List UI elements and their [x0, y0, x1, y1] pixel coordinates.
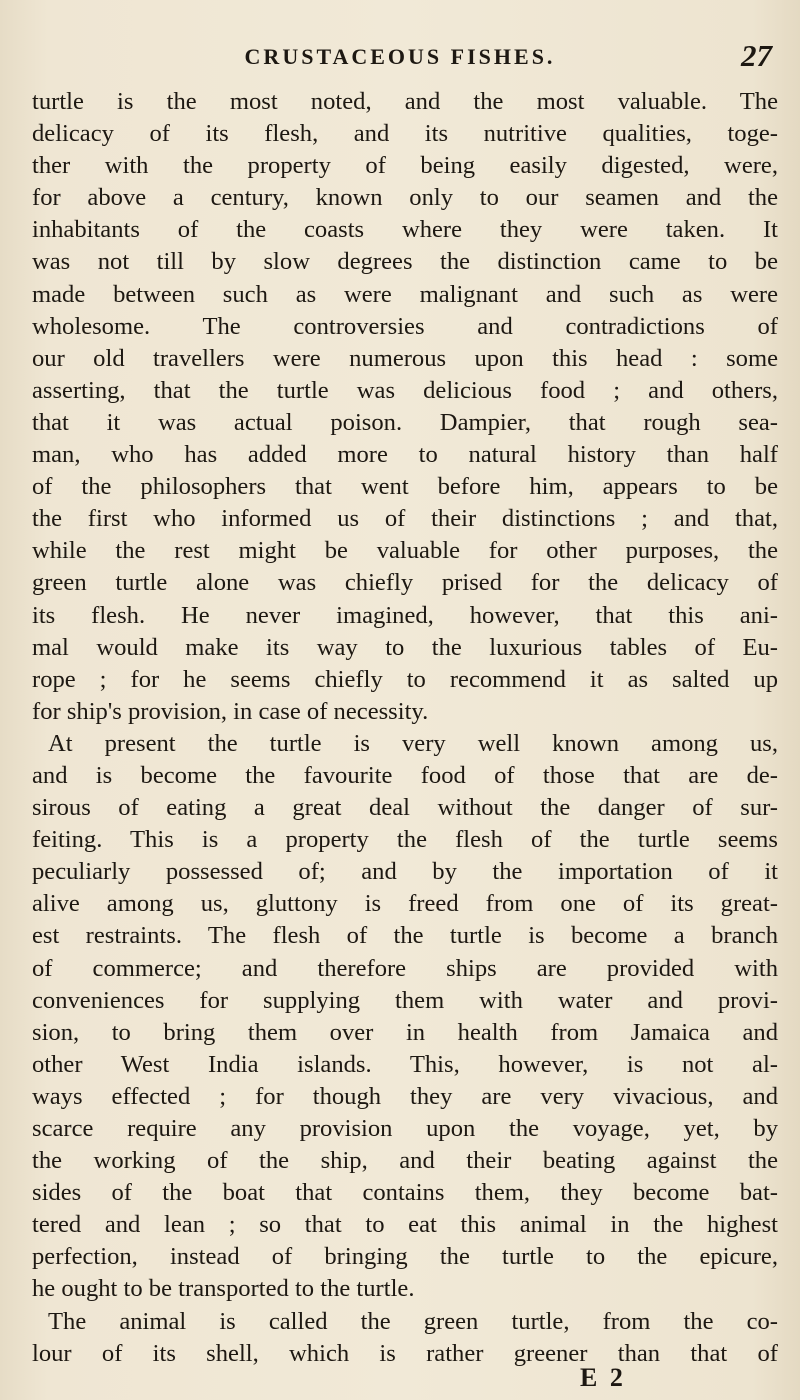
text-line: conveniences for supplying them with water and provi-	[32, 986, 778, 1014]
text-line: turtle is the most noted, and the most valuable. The	[32, 88, 778, 115]
text-line: our old travellers were numerous upon this head : some	[32, 344, 778, 372]
text-line: rope ; for he seems chiefly to recommend it as salted up	[32, 665, 778, 693]
text-line: The animal is called the green turtle, from the co-	[48, 1307, 778, 1335]
text-line: the working of the ship, and their beating against the	[32, 1147, 778, 1175]
text-line: delicacy of its flesh, and its nutritive qualities, toge-	[32, 120, 778, 148]
text-line: ways effected ; for though they are very vivacious, and	[32, 1082, 778, 1110]
text-line: for above a century, known only to our seamen and the	[32, 184, 778, 212]
text-line: tered and lean ; so that to eat this animal in the highest	[32, 1211, 778, 1239]
text-line: he ought to be transported to the turtle.	[32, 1275, 415, 1303]
text-line: lour of its shell, which is rather greener than that of	[32, 1339, 778, 1367]
text-line: and is become the favourite food of those that are de-	[32, 761, 778, 789]
text-line: sides of the boat that contains them, they become bat-	[32, 1179, 778, 1207]
text-line: mal would make its way to the luxurious tables of Eu-	[32, 633, 778, 661]
text-line: the first who informed us of their distinctions ; and that,	[32, 505, 778, 533]
running-head: CRUSTACEOUS FISHES.	[244, 44, 556, 69]
text-line: made between such as were malignant and such as were	[32, 280, 778, 308]
text-line: of the philosophers that went before him, appears to be	[32, 473, 778, 501]
text-line: inhabitants of the coasts where they were taken. It	[32, 216, 778, 244]
text-line: est restraints. The flesh of the turtle is become a branch	[32, 922, 778, 950]
text-line: sirous of eating a great deal without the danger of sur-	[32, 794, 778, 822]
page-header	[0, 38, 800, 78]
text-line: peculiarly possessed of; and by the importation of it	[32, 858, 778, 886]
page-number: 27	[741, 38, 772, 73]
text-line: wholesome. The controversies and contradictions of	[32, 312, 778, 340]
text-line: green turtle alone was chiefly prised for the delicacy of	[32, 569, 778, 597]
signature-mark: E 2	[580, 1363, 626, 1392]
text-line: asserting, that the turtle was delicious food ; and others,	[32, 376, 778, 404]
text-line: At present the turtle is very well known among us,	[48, 729, 778, 757]
text-line: feiting. This is a property the flesh of the turtle seems	[32, 826, 778, 854]
text-line: perfection, instead of bringing the turtle to the epicure,	[32, 1243, 778, 1271]
text-line: other West India islands. This, however, is not al-	[32, 1050, 778, 1078]
text-line: was not till by slow degrees the distinction came to be	[32, 248, 778, 276]
text-line: while the rest might be valuable for other purposes, the	[32, 537, 778, 565]
text-line: that it was actual poison. Dampier, that rough sea-	[32, 408, 778, 436]
text-line: alive among us, gluttony is freed from one of its great-	[32, 890, 778, 918]
text-line: sion, to bring them over in health from Jamaica and	[32, 1018, 778, 1046]
text-line: scarce require any provision upon the voyage, yet, by	[32, 1115, 778, 1142]
text-line: of commerce; and therefore ships are provided with	[32, 954, 778, 982]
text-line: ther with the property of being easily digested, were,	[32, 152, 778, 180]
text-line: for ship's provision, in case of necessity.	[32, 697, 429, 725]
text-line: its flesh. He never imagined, however, that this ani-	[32, 601, 778, 629]
body-text	[32, 86, 778, 1370]
text-line: man, who has added more to natural history than half	[32, 441, 778, 469]
